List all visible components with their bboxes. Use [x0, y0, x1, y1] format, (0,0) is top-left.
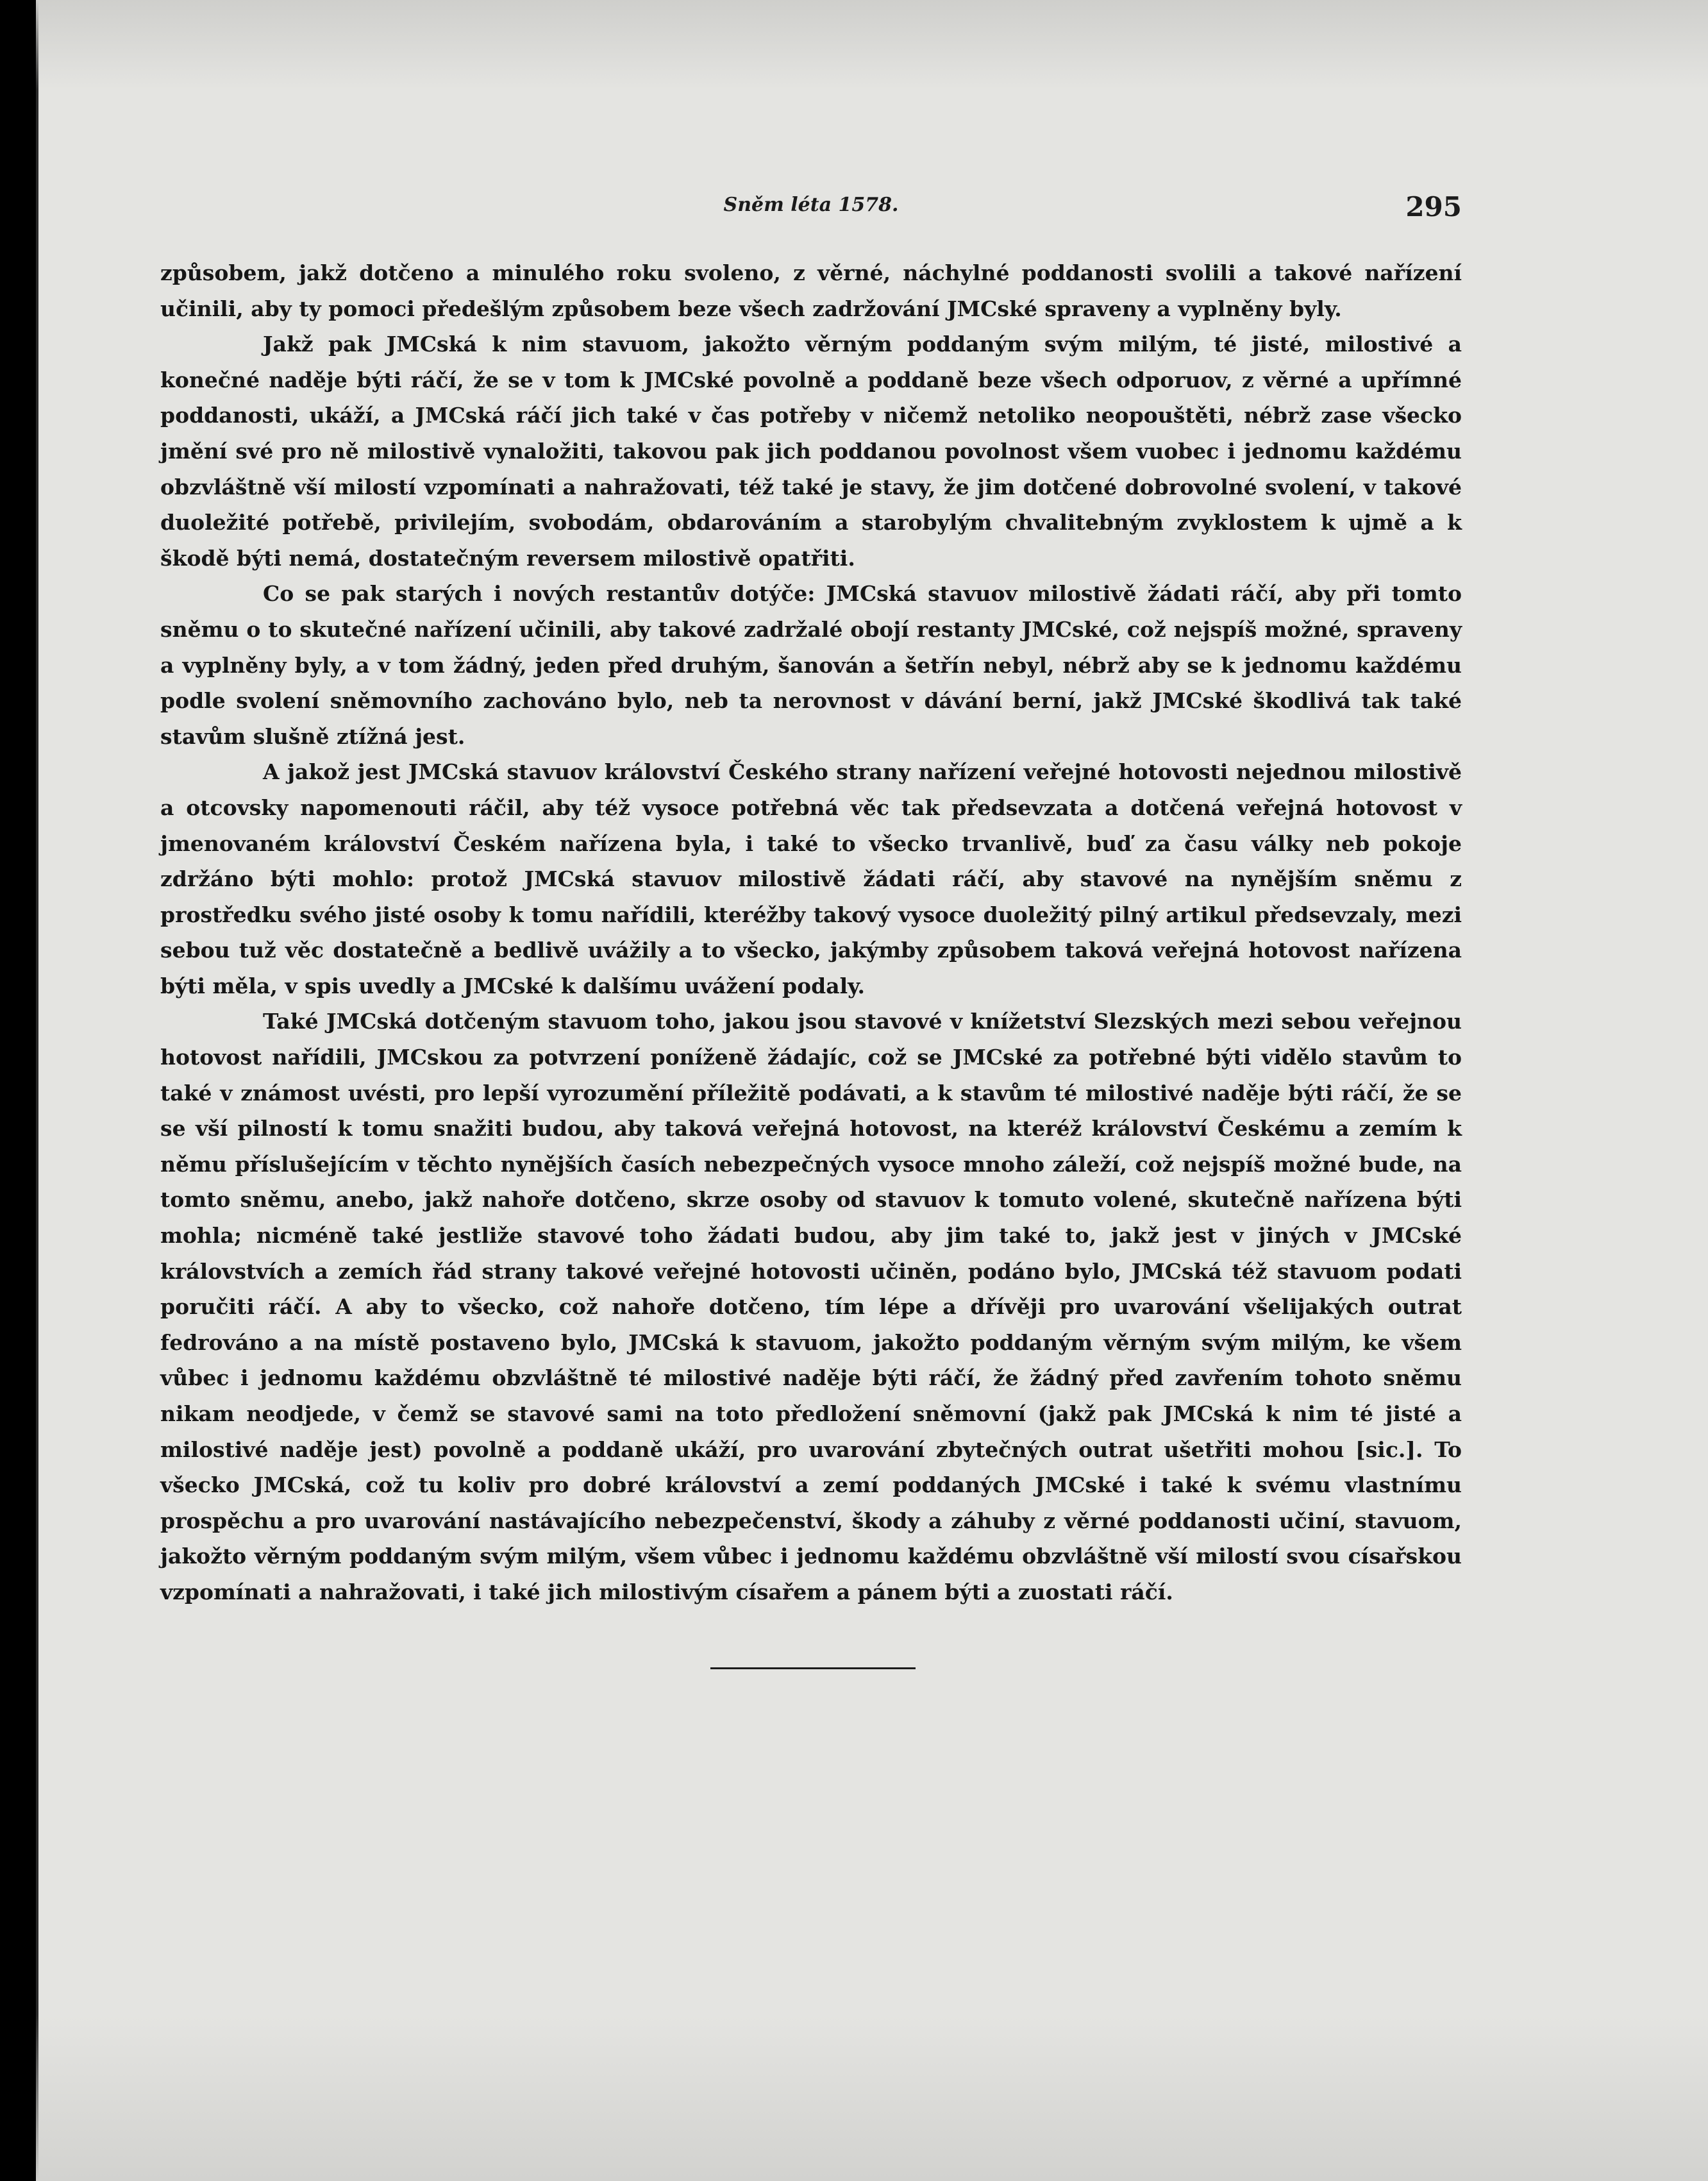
paragraph: Jakž pak JMCská k nim stavuom, jakožto věrným poddaným svým milým, té jisté, milostivé a konečné naděje býti ráčí, že se v tom k JMCské povolně a poddaně beze všech odporuov, z věrné a upřímné poddanosti, ukáží, a JMCská ráčí jich také v čas potřeby v ničemž netoliko neopouštěti, nébrž zase všecko jmění své pro ně milostivě vynaložiti, takovou pak jich poddanou povolnost všem vuobec i jednomu každému obzvláštně vší milostí vzpomínati a nahražovati, též také je stavy, že jim dotčené dobrovolné svolení, v takové duoležité potřebě, privilejím, svobodám, obdarováním a starobylým chvalitebným zvyklostem k ujmě a k škodě býti nemá, dostatečným reversem milostivě opatřiti. — [160, 332, 1462, 571]
scan-shadow-bottom — [36, 2014, 1708, 2181]
paragraph-continuation: způsobem, jakž dotčeno a minulého roku svoleno, z věrné, náchylné poddanosti svolili a takové nařízení učinili, aby ty pomoci předešlým způsobem beze všech zadržování JMCské spraveny a vyplněny byly. — [160, 260, 1462, 321]
paragraph: A jakož jest JMCská stavuov království Českého strany nařízení veřejné hotovosti nejednou milostivě a otcovsky napomenouti ráčil, aby též vysoce potřebná věc tak předsevzata a dotčená veřejná hotovost v jmenovaném království Českém nařízena byla, i také to všecko trvanlivě, buď za času války neb pokoje zdržáno býti mohlo: protož JMCská stavuov milostivě žádati ráčí, aby stavové na nynějším sněmu z prostředku svého jisté osoby k tomu nařídili, kteréžby takový vysoce duoležitý pilný artikul předsevzaly, mezi sebou tuž věc dostatečně a bedlivě uvážily a to všecko, jakýmby způsobem taková veřejná hotovost nařízena býti měla, v spis uvedly a JMCské k dalšímu uvážení podaly. — [160, 759, 1462, 998]
paragraph: Také JMCská dotčeným stavuom toho, jakou jsou stavové v knížetství Slezských mezi sebou veřejnou hotovost nařídili, JMCskou za potvrzení poníženě žádajíc, což se JMCské za potřebné býti vidělo stavům to také v známost uvésti, pro lepší vyrozumění příležitě podávati, a k stavům té milostivé naděje býti ráčí, že se se vší pilností k tomu snažiti budou, aby taková veřejná hotovost, na kteréž království Českému a zemím k němu příslušejícím v těchto nynějších časích nebezpečných vysoce mnoho záleží, což nejspíš možné bude, na tomto sněmu, anebo, jakž nahoře dotčeno, skrze osoby od stavuov k tomuto volené, skutečně nařízena býti mohla; nicméně také jestliže stavové toho žádati budou, aby jim také to, jakž jest v jiných v JMCské královstvích a zemích řád strany takové veřejné hotovosti učiněn, podáno bylo, JMCská též stavuom podati poručiti ráčí. A aby to všecko, což nahoře dotčeno, tím lépe a dřívěji pro uvarování všelijakých outrat fedrováno a na místě postaveno bylo, JMCská k stavuom, jakožto poddaným věrným svým milým, ke všem vůbec i jednomu každému obzvláštně té milostivé naděje býti ráčí, že žádný před zavřením tohoto sněmu nikam neodjede, v čemž se stavové sami na toto předložení sněmovní (jakž pak JMCská k nim té jisté a milostivé naděje jest) povolně a poddaně ukáží, pro uvarování zbytečných outrat ušetřiti mohou [sic.]. To všecko JMCská, což tu koliv pro dobré království a zemí poddaných JMCské i také k svému vlastnímu prospěchu a pro uvarování nastávajícího nebezpečenství, škody a záhuby z věrné poddanosti učiní, stavuom, jakožto věrným poddaným svým milým, všem vůbec i jednomu každému obzvláštně vší milostí svou císařskou vzpomínati a nahražovati, i také jich milostivým císařem a pánem býti a zuostati ráčí. — [160, 1009, 1462, 1604]
page-header — [160, 191, 1462, 230]
scan-shadow-top — [36, 0, 1708, 90]
page-number: 295 — [1405, 191, 1462, 223]
main-text — [160, 255, 1462, 1610]
end-rule — [710, 1667, 916, 1669]
running-title: Sněm léta 1578. — [723, 194, 899, 216]
page-gutter — [36, 0, 38, 2181]
paragraph: Co se pak starých i nových restantův dotýče: JMCská stavuov milostivě žádati ráčí, aby při tomto sněmu o to skutečné nařízení učinili, aby takové zadržalé obojí restanty JMCské, což nejspíš možné, spraveny a vyplněny byly, a v tom žádný, jeden před druhým, šanován a šetřín nebyl, nébrž aby se k jednomu každému podle svolení sněmovního zachováno bylo, neb ta nerovnost v dávání berní, jakž JMCské škodlivá tak také stavům slušně ztížná jest. — [160, 581, 1462, 749]
